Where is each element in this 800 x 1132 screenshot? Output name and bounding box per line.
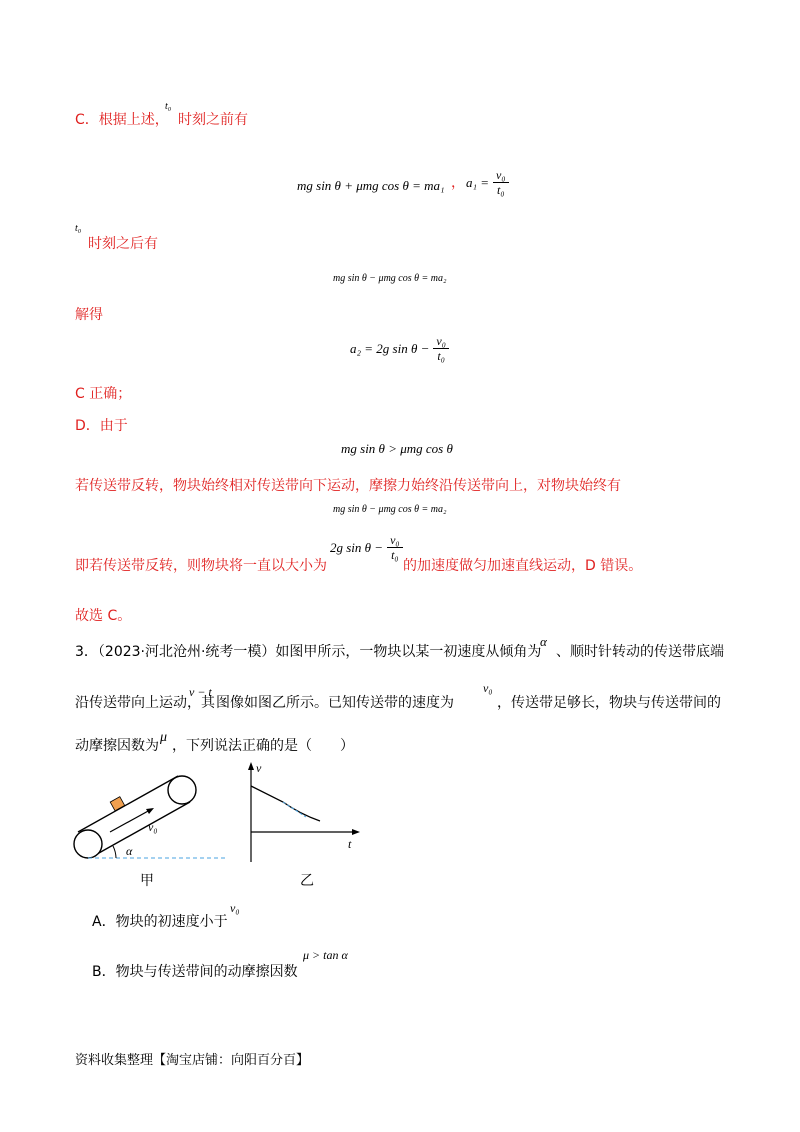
- a1-left: a₁ =: [466, 174, 490, 190]
- vt-graph: [248, 761, 360, 889]
- c-intro-prefix: C．根据上述，: [75, 112, 169, 128]
- ji-numerator: v₀: [387, 533, 403, 548]
- ji-denominator: t₀: [391, 548, 399, 562]
- belt-bottom-line: [90, 802, 190, 858]
- ji-expr-left: 2g sin θ −: [330, 539, 384, 555]
- option-c-intro: [75, 109, 169, 129]
- c-correct-text: C 正确；: [75, 386, 132, 402]
- after-t0-text: 时刻之后有: [88, 236, 158, 252]
- q3-line3-prefix: 动摩擦因数为: [75, 738, 159, 754]
- reverse-explanation: 若传送带反转，物块始终相对传送带向下运动，摩擦力始终沿传送带向上，对物块始终有: [75, 478, 621, 494]
- q3-line1-prefix: 3．（2023·河北沧州·统考一模）如图甲所示，一物块以某一初速度从倾角为: [75, 644, 542, 660]
- fig-jia-label: 甲: [140, 873, 154, 889]
- c-intro-suffix: 时刻之前有: [178, 112, 248, 128]
- q3-alpha: α: [540, 634, 547, 649]
- t0-symbol: t₀: [165, 101, 172, 112]
- q3-figures: [68, 760, 388, 900]
- equation-3: [350, 334, 449, 363]
- equation-2: mg sin θ − μmg cos θ = ma₂: [333, 273, 447, 284]
- option-b: B．物块与传送带间的动摩擦因数: [92, 964, 298, 980]
- angle-arc: [113, 846, 116, 858]
- q3-line2-prefix: 沿传送带向上运动，其: [75, 695, 215, 711]
- eq3-left: a₂ = 2g sin θ −: [350, 340, 430, 356]
- footer-source: 资料收集整理【淘宝店铺：向阳百分百】: [75, 1053, 310, 1068]
- ji-suffix: 的加速度做匀加速直线运动，D 错误。: [403, 558, 643, 574]
- equation-5: mg sin θ − μmg cos θ = ma₂: [333, 504, 447, 515]
- q3-line2-suffix: ，传送带足够长，物块与传送带间的: [497, 695, 721, 711]
- q3-v0: v₀: [483, 681, 493, 695]
- t-axis-label: t: [348, 837, 352, 851]
- v0-label: v₀: [148, 820, 158, 834]
- eq3-fraction: [433, 334, 449, 363]
- option-a: A．物块的初速度小于: [92, 914, 228, 930]
- equation-1: mg sin θ + μmg cos θ = ma₁: [297, 178, 445, 193]
- eq3-denominator: t₀: [437, 349, 445, 363]
- belt-top-line: [78, 776, 178, 832]
- option-b-expr: μ > tan α: [303, 948, 348, 962]
- eq3-numerator: v₀: [433, 334, 449, 349]
- option-d-intro: D．由于: [75, 418, 128, 434]
- equation-a1: [466, 168, 509, 197]
- block: [110, 797, 124, 811]
- q3-line3-suffix: ，下列说法正确的是（ ）: [172, 738, 354, 754]
- a1-denominator: t₀: [497, 183, 505, 197]
- solve-label: 解得: [75, 307, 103, 323]
- lower-roller: [74, 830, 102, 858]
- answer-text: 故选 C。: [75, 608, 132, 624]
- a1-numerator: v₀: [493, 168, 509, 183]
- v-axis-arrow: [248, 762, 254, 770]
- upper-roller: [168, 776, 196, 804]
- q3-line2-mid: 图像如图乙所示。已知传送带的速度为: [216, 695, 454, 711]
- t0-symbol-2: t₀: [75, 223, 82, 234]
- q3-vt: v − t: [189, 685, 212, 699]
- velocity-arrow: [110, 810, 150, 832]
- equation-4: mg sin θ > μmg cos θ: [341, 441, 453, 456]
- ji-prefix: 即若传送带反转，则物块将一直以大小为: [75, 558, 327, 574]
- ji-fraction: [387, 533, 403, 562]
- v-axis-label: v: [256, 761, 262, 775]
- option-a-v0: v₀: [230, 901, 240, 915]
- a1-fraction: [493, 168, 509, 197]
- q3-mu: μ: [160, 730, 168, 745]
- fig-yi-label: 乙: [300, 873, 314, 889]
- ji-expression: [330, 533, 403, 562]
- conveyor-diagram: [74, 776, 228, 889]
- alpha-label: α: [126, 844, 133, 858]
- t-axis-arrow: [352, 829, 360, 835]
- equation-1-comma: ，: [451, 175, 465, 191]
- q3-line1-suffix: 、顺时针转动的传送带底端: [556, 644, 724, 660]
